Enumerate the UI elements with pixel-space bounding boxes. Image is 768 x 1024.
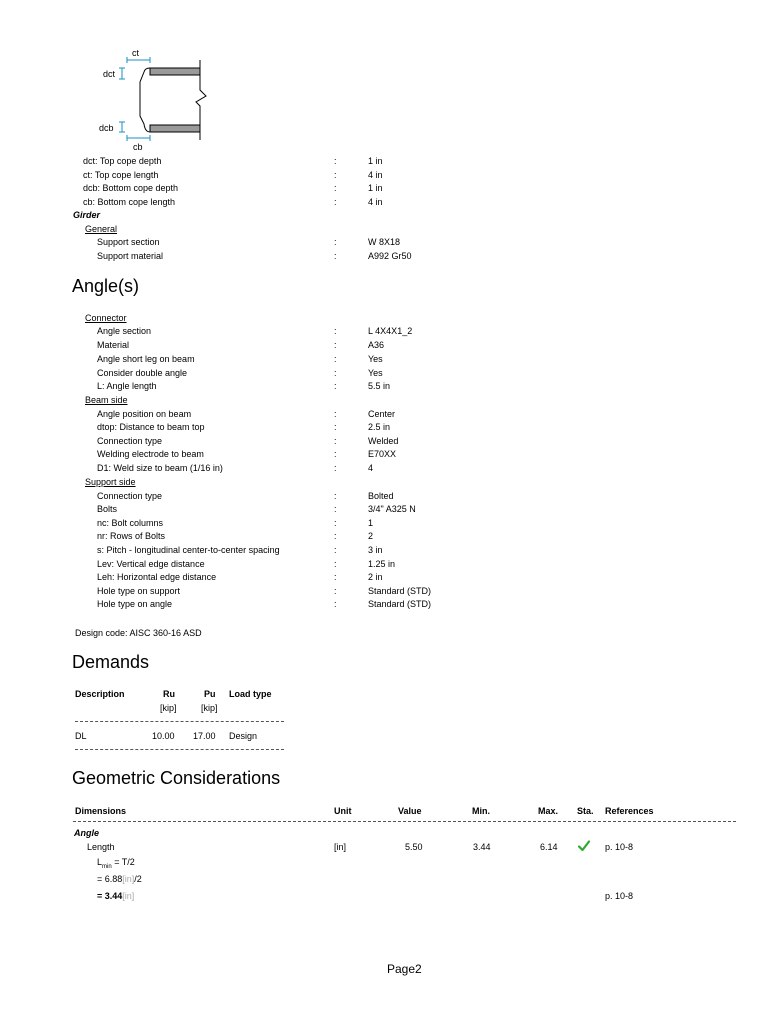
row-label: dtop: Distance to beam top bbox=[97, 422, 205, 432]
row-value: 3/4" A325 N bbox=[368, 504, 416, 514]
row-separator: : bbox=[334, 559, 337, 569]
geometric-header-dimensions: Dimensions bbox=[75, 806, 127, 816]
geometric-header-references: References bbox=[605, 806, 654, 816]
formula-line-2 bbox=[97, 873, 142, 887]
row-value: Standard (STD) bbox=[368, 586, 432, 596]
row-value: L 4X4X1_2 bbox=[368, 326, 413, 336]
support-side-heading: Support side bbox=[85, 477, 136, 487]
cope-row bbox=[0, 196, 768, 210]
row-label: s: Pitch - longitudinal center-to-center spacing bbox=[97, 545, 280, 555]
formula-expression: = T/2 bbox=[111, 857, 135, 867]
row-value: 1 in bbox=[368, 156, 383, 166]
row-label: Connection type bbox=[97, 491, 163, 501]
page-number: Page2 bbox=[387, 962, 422, 976]
geometric-header-max: Max. bbox=[538, 806, 559, 816]
row-value: Standard (STD) bbox=[368, 599, 432, 609]
row-label: Welding electrode to beam bbox=[97, 449, 204, 459]
angles-section-title: Angle(s) bbox=[72, 276, 140, 296]
diagram-label-dct: dct bbox=[103, 69, 116, 79]
row-separator: : bbox=[334, 381, 337, 391]
row-label: nr: Rows of Bolts bbox=[97, 531, 166, 541]
row-separator: : bbox=[334, 156, 337, 166]
row-label: Consider double angle bbox=[97, 368, 188, 378]
demands-section-title: Demands bbox=[72, 652, 150, 672]
row-separator: : bbox=[334, 449, 337, 459]
demands-header-pu: Pu bbox=[204, 689, 216, 699]
geometric-header-min: Min. bbox=[472, 806, 490, 816]
cope-row bbox=[0, 155, 768, 169]
formula-reference: p. 10-8 bbox=[605, 891, 634, 901]
row-label: D1: Weld size to beam (1/16 in) bbox=[97, 463, 223, 473]
beam-side-row bbox=[0, 408, 768, 422]
row-label: Angle position on beam bbox=[97, 409, 192, 419]
formula-unit: [in] bbox=[122, 874, 135, 884]
row-value: Bolted bbox=[368, 491, 394, 501]
support-side-row bbox=[0, 585, 768, 599]
row-value: W 8X18 bbox=[368, 237, 401, 247]
cope-row bbox=[0, 182, 768, 196]
row-separator: : bbox=[334, 491, 337, 501]
geometric-section-title: Geometric Considerations bbox=[72, 768, 281, 788]
row-label: Lev: Vertical edge distance bbox=[97, 559, 205, 569]
formula-result: = 3.44 bbox=[97, 891, 123, 901]
row-value: A992 Gr50 bbox=[368, 251, 412, 261]
row-label: Angle short leg on beam bbox=[97, 354, 195, 364]
row-value: 1 bbox=[368, 518, 374, 528]
row-separator: : bbox=[334, 251, 337, 261]
row-value: E70XX bbox=[368, 449, 397, 459]
row-separator: : bbox=[334, 599, 337, 609]
row-separator: : bbox=[334, 545, 337, 555]
row-label: L: Angle length bbox=[97, 381, 157, 391]
girder-row bbox=[0, 250, 768, 264]
status-check-icon bbox=[578, 840, 590, 852]
demands-cell-pu: 17.00 bbox=[193, 731, 216, 741]
geometric-cell-max: 6.14 bbox=[540, 842, 558, 852]
row-separator: : bbox=[334, 531, 337, 541]
row-separator: : bbox=[334, 354, 337, 364]
cope-row bbox=[0, 169, 768, 183]
formula-line-3 bbox=[97, 890, 134, 904]
girder-row bbox=[0, 236, 768, 250]
row-label: nc: Bolt columns bbox=[97, 518, 164, 528]
girder-general-heading: General bbox=[85, 224, 118, 234]
row-separator: : bbox=[334, 368, 337, 378]
row-value: 4 bbox=[368, 463, 374, 473]
row-label: Leh: Horizontal edge distance bbox=[97, 572, 217, 582]
demands-header-pu-unit: [kip] bbox=[201, 703, 218, 713]
geometric-header-value: Value bbox=[398, 806, 422, 816]
row-value: 4 in bbox=[368, 197, 383, 207]
row-label: dct: Top cope depth bbox=[83, 156, 162, 166]
row-value: A36 bbox=[368, 340, 385, 350]
row-value: 2 in bbox=[368, 572, 383, 582]
row-separator: : bbox=[334, 572, 337, 582]
beam-side-row bbox=[0, 462, 768, 476]
connector-row bbox=[0, 325, 768, 339]
connector-heading: Connector bbox=[85, 313, 127, 323]
row-label: Support material bbox=[97, 251, 164, 261]
row-value: 4 in bbox=[368, 170, 383, 180]
geometric-header-unit: Unit bbox=[334, 806, 352, 816]
geometric-divider bbox=[73, 821, 736, 822]
demands-cell-description: DL bbox=[75, 731, 87, 741]
row-value: Yes bbox=[368, 354, 383, 364]
row-label: ct: Top cope length bbox=[83, 170, 159, 180]
beam-side-row bbox=[0, 448, 768, 462]
row-label: Bolts bbox=[97, 504, 118, 514]
demands-cell-ru: 10.00 bbox=[152, 731, 175, 741]
row-separator: : bbox=[334, 197, 337, 207]
row-label: Hole type on angle bbox=[97, 599, 173, 609]
row-value: Yes bbox=[368, 368, 383, 378]
formula-expression: /2 bbox=[134, 874, 142, 884]
row-value: 1.25 in bbox=[368, 559, 396, 569]
beam-side-heading: Beam side bbox=[85, 395, 128, 405]
support-side-row bbox=[0, 558, 768, 572]
support-side-row bbox=[0, 598, 768, 612]
row-value: Welded bbox=[368, 436, 399, 446]
geometric-cell-name: Length bbox=[87, 842, 115, 852]
girder-heading: Girder bbox=[73, 210, 101, 220]
row-label: Connection type bbox=[97, 436, 163, 446]
row-label: Support section bbox=[97, 237, 160, 247]
geometric-header-status: Sta. bbox=[577, 806, 594, 816]
geometric-cell-unit: [in] bbox=[334, 842, 347, 852]
row-separator: : bbox=[334, 326, 337, 336]
diagram-label-ct: ct bbox=[132, 48, 140, 58]
beam-side-row bbox=[0, 435, 768, 449]
row-value: 5.5 in bbox=[368, 381, 391, 391]
connector-row bbox=[0, 353, 768, 367]
connector-row bbox=[0, 367, 768, 381]
formula-symbol: L bbox=[97, 857, 103, 867]
row-separator: : bbox=[334, 409, 337, 419]
row-separator: : bbox=[334, 340, 337, 350]
design-code: Design code: AISC 360-16 ASD bbox=[75, 628, 202, 638]
geometric-group-angle: Angle bbox=[74, 828, 100, 838]
demands-divider bbox=[75, 721, 284, 722]
row-value: 2 bbox=[368, 531, 374, 541]
support-side-row bbox=[0, 490, 768, 504]
support-side-row bbox=[0, 571, 768, 585]
geometric-cell-value: 5.50 bbox=[405, 842, 423, 852]
row-value: 1 in bbox=[368, 183, 383, 193]
demands-header-description: Description bbox=[75, 689, 125, 699]
row-separator: : bbox=[334, 436, 337, 446]
row-separator: : bbox=[334, 504, 337, 514]
connector-row bbox=[0, 339, 768, 353]
geometric-cell-reference: p. 10-8 bbox=[605, 842, 634, 852]
support-side-row bbox=[0, 530, 768, 544]
row-separator: : bbox=[334, 183, 337, 193]
formula-subscript: min bbox=[102, 863, 112, 870]
support-side-row bbox=[0, 544, 768, 558]
row-separator: : bbox=[334, 170, 337, 180]
formula-unit: [in] bbox=[122, 891, 135, 901]
row-separator: : bbox=[334, 586, 337, 596]
demands-header-ru-unit: [kip] bbox=[160, 703, 177, 713]
demands-cell-load-type: Design bbox=[229, 731, 258, 741]
row-value: 3 in bbox=[368, 545, 383, 555]
row-value: 2.5 in bbox=[368, 422, 391, 432]
support-side-row bbox=[0, 503, 768, 517]
row-label: Hole type on support bbox=[97, 586, 181, 596]
row-separator: : bbox=[334, 237, 337, 247]
diagram-label-dcb: dcb bbox=[99, 123, 114, 133]
connector-row bbox=[0, 380, 768, 394]
row-label: Material bbox=[97, 340, 130, 350]
row-value: Center bbox=[368, 409, 396, 419]
beam-side-row bbox=[0, 421, 768, 435]
row-label: Angle section bbox=[97, 326, 152, 336]
row-separator: : bbox=[334, 422, 337, 432]
row-label: cb: Bottom cope length bbox=[83, 197, 176, 207]
geometric-cell-min: 3.44 bbox=[473, 842, 491, 852]
demands-header-load-type: Load type bbox=[229, 689, 272, 699]
demands-header-ru: Ru bbox=[163, 689, 175, 699]
support-side-row bbox=[0, 517, 768, 531]
row-label: dcb: Bottom cope depth bbox=[83, 183, 179, 193]
row-separator: : bbox=[334, 463, 337, 473]
cope-diagram bbox=[100, 44, 220, 152]
formula-line-1 bbox=[97, 856, 135, 874]
row-separator: : bbox=[334, 518, 337, 528]
diagram-label-cb: cb bbox=[133, 142, 143, 152]
formula-value: = 6.88 bbox=[97, 874, 123, 884]
demands-divider bbox=[75, 749, 284, 750]
